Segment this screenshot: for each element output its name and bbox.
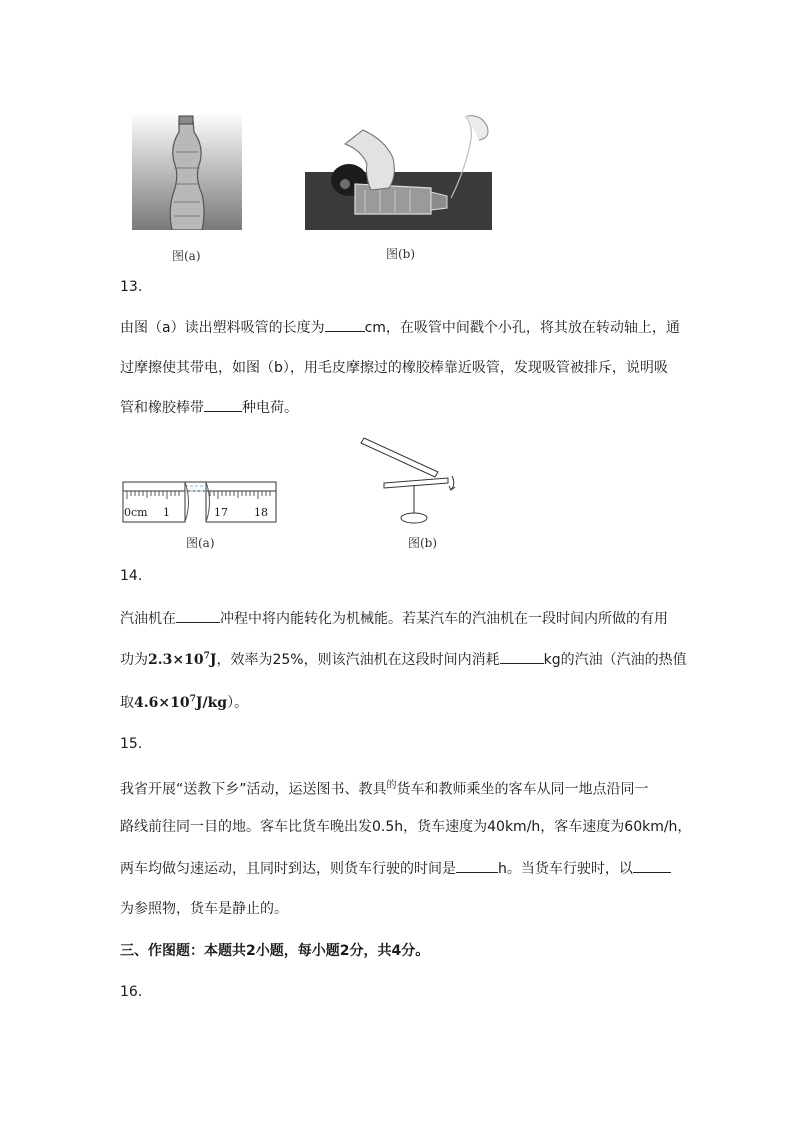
ruler-label-17: 17 (214, 506, 228, 519)
q14-blank-stroke[interactable] (176, 610, 220, 623)
ruler-label-1: 1 (163, 506, 170, 519)
straw-figure (358, 432, 468, 526)
figure2-caption-a: 图(a) (186, 536, 215, 550)
q14-text: kg的汽油（汽油的热值 (543, 652, 687, 668)
q14-text: 功为 (120, 652, 148, 668)
photo-bottle (132, 112, 242, 230)
q13-line3 (120, 397, 298, 417)
q15-sup: 的 (386, 780, 397, 791)
q14-text: ）。 (227, 695, 249, 711)
photo-rotating-bottle (305, 110, 492, 230)
figure1-caption-a: 图(a) (172, 249, 201, 263)
q14-line3 (120, 692, 248, 712)
figure1-caption-b: 图(b) (386, 247, 416, 261)
ruler-label-0cm: 0cm (124, 506, 148, 519)
q14-line1 (120, 608, 668, 628)
q15-line3 (120, 858, 671, 878)
q15-number: 15. (120, 736, 143, 752)
q15-blank-time[interactable] (456, 860, 498, 873)
q14-text: 取 (120, 695, 134, 711)
q15-blank-reference[interactable] (633, 860, 671, 873)
q14-blank-mass[interactable] (500, 651, 544, 664)
q14-text: 冲程中将内能转化为机械能。若某汽车的汽油机在一段时间内所做的有用 (220, 611, 668, 627)
ruler-label-18: 18 (254, 506, 268, 519)
q13-number: 13. (120, 279, 143, 295)
section3-heading: 三、作图题：本题共2小题，每小题2分，共4分。 (120, 943, 430, 959)
q13-text: cm，在吸管中间戳个小孔，将其放在转动轴上，通 (364, 320, 680, 336)
q15-line4: 为参照物，货车是静止的。 (120, 901, 288, 917)
q13-text: 由图（a）读出塑料吸管的长度为 (120, 320, 325, 336)
q14-line2 (120, 649, 687, 669)
q13-line1 (120, 317, 680, 337)
q15-text: 两车均做匀速运动，且同时到达，则货车行驶的时间是 (120, 861, 456, 877)
q15-text: 货车和教师乘坐的客车从同一地点沿同一 (396, 781, 649, 798)
heat-value-formula: $4.6\times 10^7J/kg$ (134, 694, 228, 711)
q14-text: ，效率为25%，则该汽油机在这段时间内消耗 (216, 652, 500, 668)
q13-line2: 过摩擦使其带电，如图（b），用毛皮摩擦过的橡胶棒靠近吸管，发现吸管被排斥，说明吸 (120, 360, 668, 376)
q13-blank-charge[interactable] (204, 399, 242, 412)
figure2-caption-b: 图(b) (408, 536, 438, 550)
q13-text: 种电荷。 (242, 400, 298, 416)
q15-line1 (120, 776, 649, 799)
q16-number: 16. (120, 984, 143, 1000)
q13-text: 管和橡胶棒带 (120, 400, 204, 416)
q15-text: h。当货车行驶时，以 (498, 861, 633, 877)
ruler-figure (118, 478, 280, 526)
q14-text: 汽油机在 (120, 611, 176, 627)
useful-work-formula: $2.3\times 10^7J$ (148, 651, 217, 668)
q14-number: 14. (120, 568, 143, 584)
q15-text: 我省开展“送教下乡”活动，运送图书、教具 (120, 781, 387, 798)
q15-line2: 路线前往同一目的地。客车比货车晚出发0.5h，货车速度为40km/h，客车速度为60km/h， (120, 819, 692, 835)
q13-blank-length[interactable] (325, 319, 365, 332)
